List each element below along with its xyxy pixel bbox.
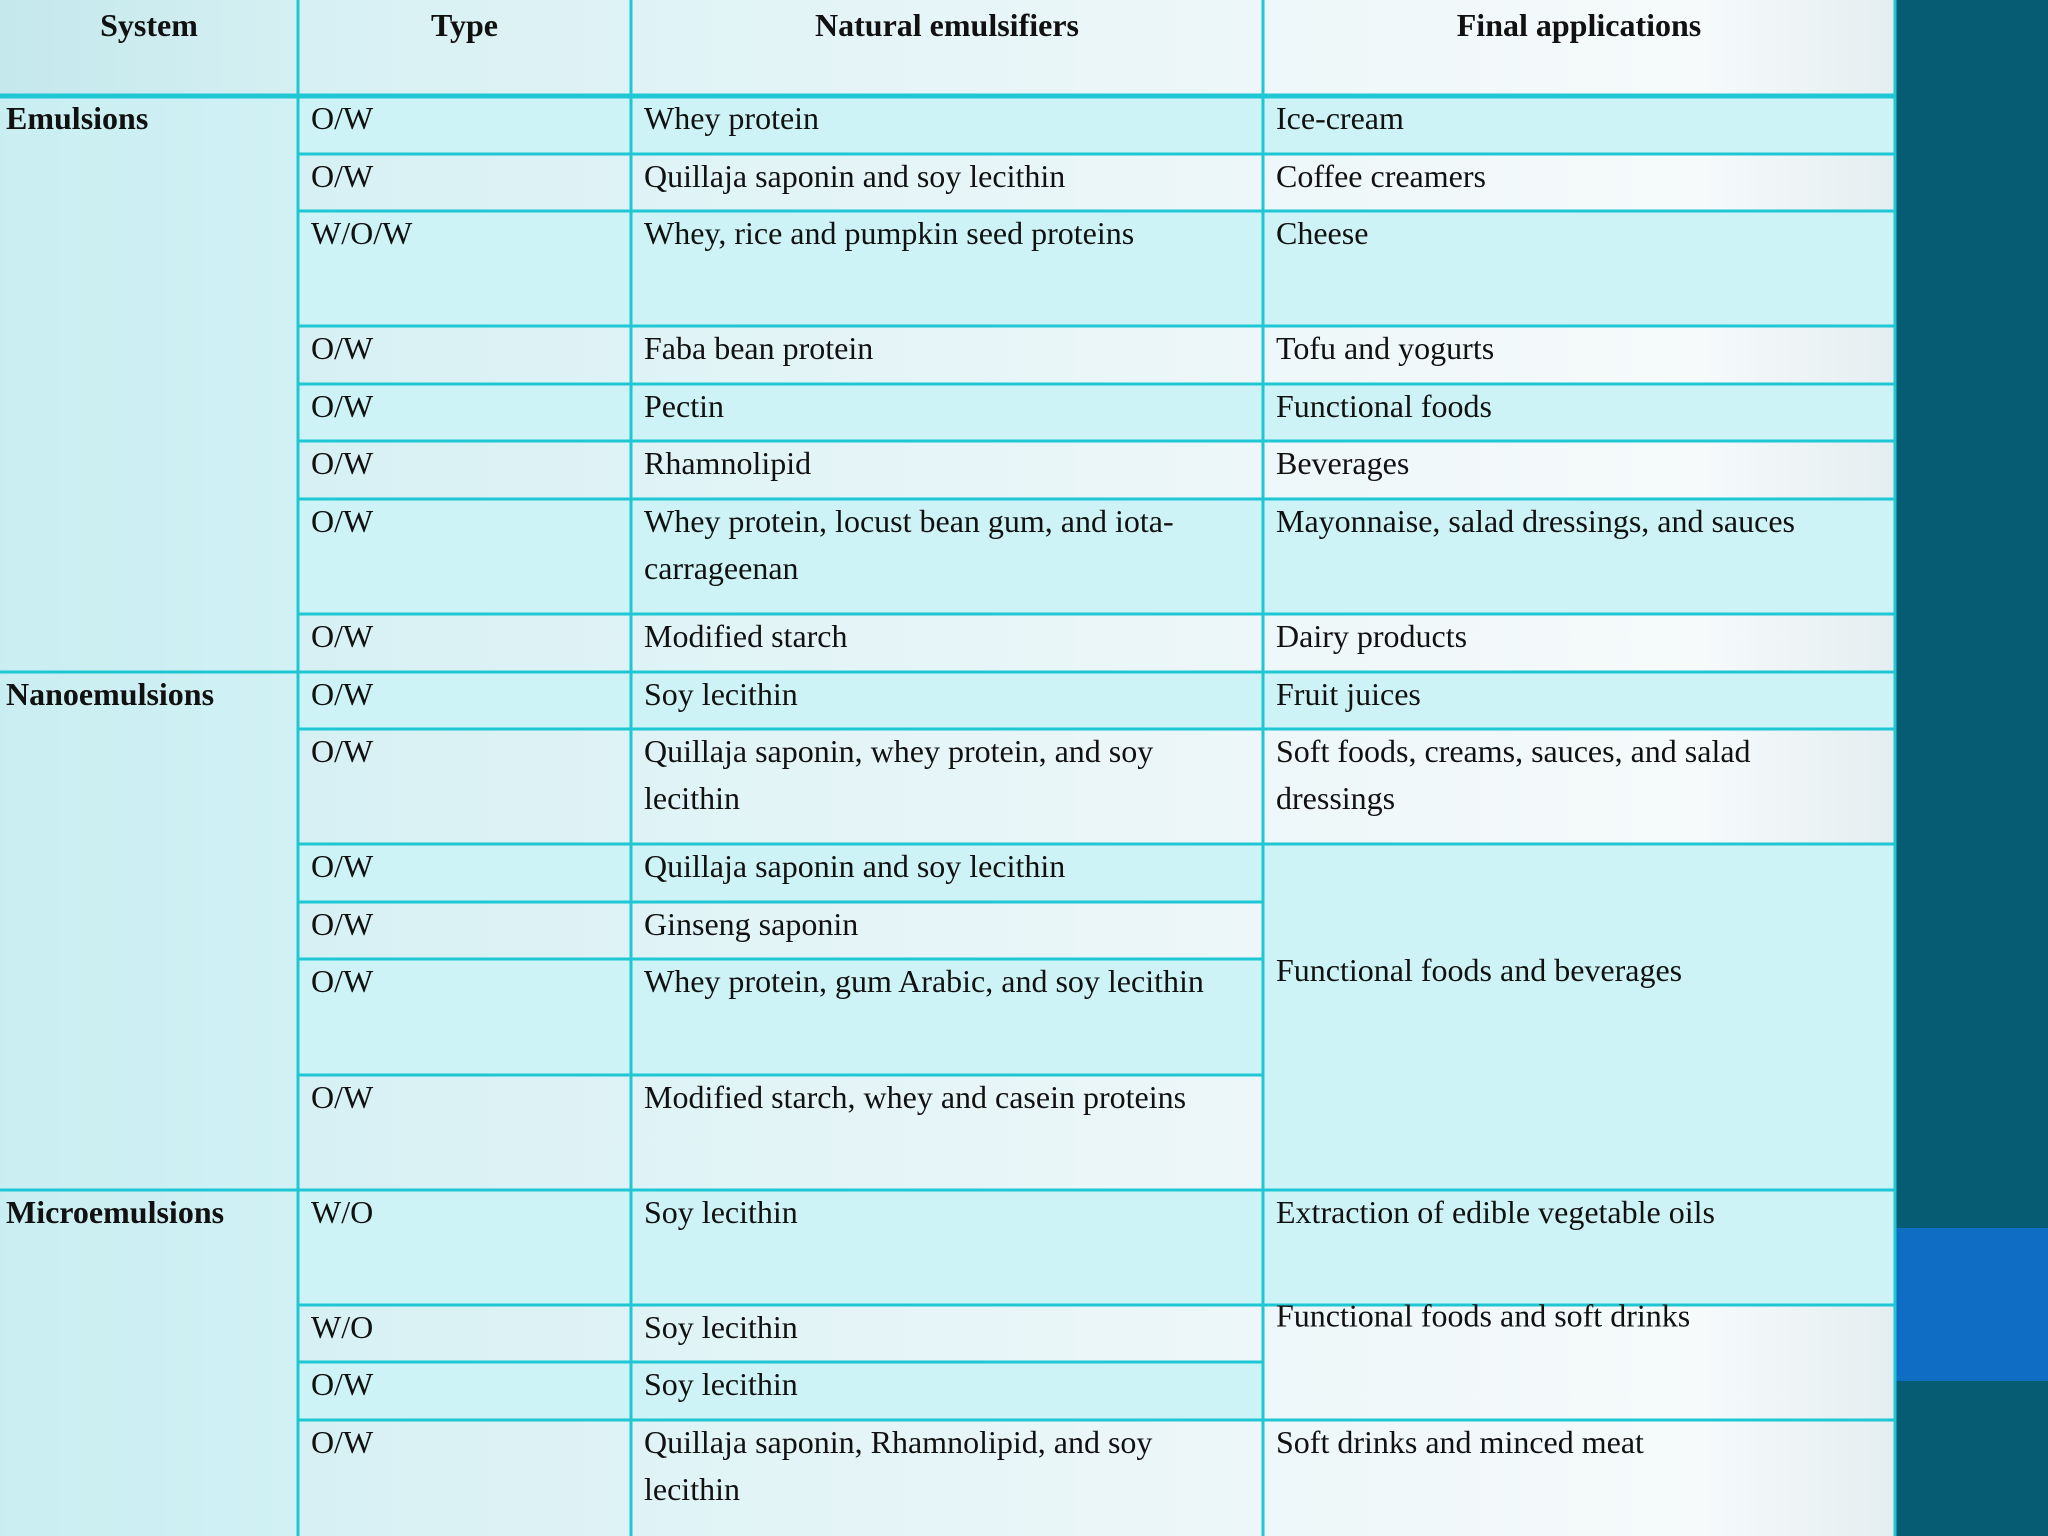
emulsifier-cell-line: Soy lecithin <box>644 676 798 712</box>
emulsifier-cell <box>644 1424 1152 1507</box>
application-cell-line: Ice-cream <box>1276 100 1404 136</box>
emulsifier-cell-line: Quillaja saponin and soy lecithin <box>644 848 1066 884</box>
application-cell <box>1276 445 1409 481</box>
application-cell-line: Functional foods and beverages <box>1276 952 1683 988</box>
type-cell: O/W <box>311 100 374 136</box>
application-cell <box>1276 1298 1690 1334</box>
app-band <box>1263 844 1895 1190</box>
emulsifier-cell <box>644 158 1065 194</box>
row-band <box>298 384 1263 441</box>
application-cell-line: Dairy products <box>1276 618 1468 654</box>
system-column-band <box>0 96 298 1536</box>
emulsifier-cell-line: lecithin <box>644 780 740 816</box>
type-cell: O/W <box>311 445 374 481</box>
emulsifier-cell-line: Faba bean protein <box>644 330 874 366</box>
type-cell: O/W <box>311 158 374 194</box>
type-cell: O/W <box>311 676 374 712</box>
system-label: Microemulsions <box>6 1194 225 1230</box>
application-cell <box>1276 215 1368 251</box>
type-cell: O/W <box>311 1366 374 1402</box>
type-cell: O/W <box>311 733 374 769</box>
application-cell <box>1276 330 1494 366</box>
emulsifier-cell <box>644 618 848 654</box>
type-cell: O/W <box>311 330 374 366</box>
emulsifier-cell <box>644 676 798 712</box>
application-cell-line: Soft foods, creams, sauces, and salad <box>1276 733 1751 769</box>
application-cell-line: Beverages <box>1276 445 1410 481</box>
type-cell: O/W <box>311 618 374 654</box>
type-cell: O/W <box>311 963 374 999</box>
application-cell <box>1276 158 1486 194</box>
type-cell: O/W <box>311 906 374 942</box>
application-cell-line: Tofu and yogurts <box>1276 330 1495 366</box>
application-cell-line: Functional foods <box>1276 388 1492 424</box>
type-cell: W/O <box>311 1194 374 1230</box>
emulsifier-cell-line: Whey protein <box>644 100 820 136</box>
application-cell-line: Extraction of edible vegetable oils <box>1276 1194 1715 1230</box>
type-cell: O/W <box>311 503 374 539</box>
emulsifier-cell-line: Soy lecithin <box>644 1309 798 1345</box>
emulsifier-cell <box>644 1366 798 1402</box>
emulsifier-cell <box>644 330 873 366</box>
application-cell-line: Cheese <box>1276 215 1369 251</box>
emulsifier-cell-line: Quillaja saponin, whey protein, and soy <box>644 733 1154 769</box>
emulsifier-cell-line: Whey, rice and pumpkin seed proteins <box>644 215 1135 251</box>
header-system: System <box>100 7 198 43</box>
emulsifier-cell-line: Quillaja saponin, Rhamnolipid, and soy <box>644 1424 1153 1460</box>
emulsifier-cell-line: Modified starch <box>644 618 848 654</box>
application-cell <box>1276 676 1421 712</box>
emulsifier-cell-line: Ginseng saponin <box>644 906 859 942</box>
type-cell: O/W <box>311 1424 374 1460</box>
application-cell-line: Fruit juices <box>1276 676 1421 712</box>
emulsifier-cell-line: Rhamnolipid <box>644 445 812 481</box>
emulsifier-cell <box>644 1309 798 1345</box>
type-cell: O/W <box>311 848 374 884</box>
application-cell <box>1276 733 1751 816</box>
emulsifier-cell <box>644 906 858 942</box>
emulsifier-cell-line: lecithin <box>644 1471 740 1507</box>
type-cell: W/O <box>311 1309 374 1345</box>
system-label: Emulsions <box>6 100 149 136</box>
application-cell <box>1276 618 1467 654</box>
application-cell-line: Mayonnaise, salad dressings, and sauces <box>1276 503 1795 539</box>
emulsifier-cell-line: Whey protein, gum Arabic, and soy lecithin <box>644 963 1204 999</box>
emulsifier-cell <box>644 1079 1186 1115</box>
application-cell <box>1276 100 1404 136</box>
type-cell: O/W <box>311 1079 374 1115</box>
application-cell <box>1276 503 1795 539</box>
application-cell <box>1276 952 1682 988</box>
emulsifier-cell-line: Whey protein, locust bean gum, and iota- <box>644 503 1174 539</box>
header-final-applications: Final applications <box>1456 7 1702 43</box>
emulsifier-cell <box>644 100 819 136</box>
type-cell: W/O/W <box>311 215 413 251</box>
emulsifier-cell-line: carrageenan <box>644 550 799 586</box>
application-cell-line: Soft drinks and minced meat <box>1276 1424 1644 1460</box>
header-natural-emulsifiers: Natural emulsifiers <box>815 7 1079 43</box>
emulsifier-cell <box>644 215 1134 251</box>
application-cell-line: dressings <box>1276 780 1396 816</box>
application-cell-line: Functional foods and soft drinks <box>1276 1297 1691 1334</box>
application-cell <box>1276 1424 1644 1460</box>
emulsifier-cell-line: Modified starch, whey and casein proteins <box>644 1079 1187 1115</box>
type-cell: O/W <box>311 388 374 424</box>
emulsifier-cell-line: Quillaja saponin and soy lecithin <box>644 158 1066 194</box>
application-cell <box>1276 388 1492 424</box>
emulsifier-cell <box>644 963 1204 999</box>
emulsifier-cell-line: Soy lecithin <box>644 1194 798 1230</box>
emulsifier-cell <box>644 388 724 424</box>
emulsifier-cell <box>644 445 811 481</box>
system-label: Nanoemulsions <box>6 676 215 712</box>
header-type: Type <box>431 7 498 43</box>
emulsifier-cell <box>644 733 1153 816</box>
emulsifier-cell <box>644 1194 798 1230</box>
emulsifier-cell <box>644 848 1065 884</box>
emulsifier-cell-line: Soy lecithin <box>644 1366 798 1402</box>
emulsifier-cell-line: Pectin <box>644 388 724 424</box>
application-cell <box>1276 1194 1715 1230</box>
application-cell-line: Coffee creamers <box>1276 158 1486 194</box>
